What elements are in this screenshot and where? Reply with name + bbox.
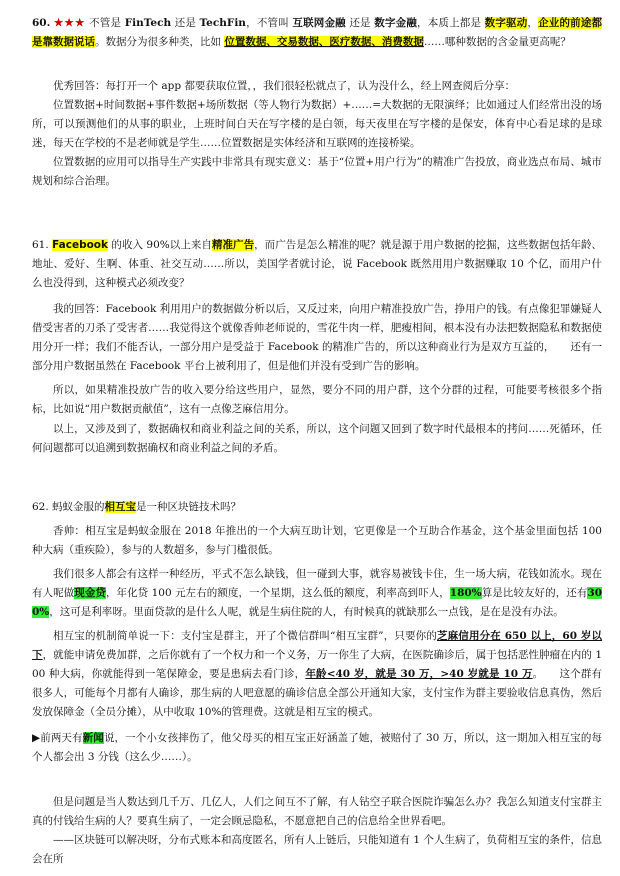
q60-answer-application: 位置数据的应用可以指导生产实践中非常具有现实意义：基于“位置+用户行为”的精准广告投放，商业选点布局、城市规划和综合治理。 bbox=[32, 156, 602, 187]
highlight-compete: 企业的前途都是靠数据说话 bbox=[32, 17, 603, 48]
q61-answer-main: 我的回答：Facebook 利用用户的数据做分析以后，又反过来，向用户精准投放广告，挣用户的钱。有点像犯罪嫌疑人借受害者的刀杀了受害者……我觉得这个就像香帅老师说的，雪花牛肉一样，肥瘦相间，根本没有办法把数据隐私和数据使用分开一样；我们不能否认，一部分用户是受益于 Facebook 的精准广告的，所以这种商业行为是双方互益的， 还有一部分用户数据虽然在 Facebook 平台上被利用了，但是他们并没有受到广告的影响。 bbox=[32, 303, 602, 372]
q61-question: 61. Facebook 的收入 90%以上来自精准广告，而广告是怎么精准的呢？就是源于用户数据的挖掘，这些数据包括年龄、地址、爱好、生啊、体重、社交互动……所以，美国学者就讨论，说 Facebook 既然用用户数据赚取 10 个亿，而用户什么也没得到，这种模式必须改变？ bbox=[32, 239, 603, 289]
age-payout-condition: 年龄<40 岁，就是 30 万，>40 岁就是 10 万 bbox=[305, 668, 533, 680]
q61-answer-conclusion: 以上，又涉及到了，数据确权和商业利益之间的关系，所以，这个问题又回到了数字时代最根本的拷问……死循环，任何问题都可以追溯到数据确权和商业利益之间的矛盾。 bbox=[32, 423, 602, 454]
q60-question: 60. ★★★ 不管是 FinTech 还是 TechFin，不管叫 互联网金融 还是 数字金融，本质上都是 数字驱动，企业的前途都是靠数据说话。数据分为很多种类，比如 位置数据、交易数据、医疗数据、消费数据……哪种数据的含金量更高呢？ bbox=[32, 17, 603, 48]
q62-answer-problem: 但是问题是当人数达到几千万、几亿人，人们之间互不了解，有人钻空子联合医院诈骗怎么办？我怎么知道支付宝群主真的付钱给生病的人？要真生病了，一定会顾忌隐私，不愿意把自己的信息给全世界看吧。 bbox=[32, 796, 602, 827]
q62-question: 62. 蚂蚁金服的相互宝是一种区块链技术吗？ bbox=[32, 501, 242, 513]
highlight-data-driven: 数字驱动 bbox=[484, 17, 528, 29]
highlight-data-types: 位置数据、交易数据、医疗数据、消费数据 bbox=[224, 36, 424, 48]
q62-answer-news: ▶前两天有新闻说，一个小女孩摔伤了，他父母买的相互宝正好涵盖了她，被赔付了 30 万，所以，这一期加入相互宝的每个人都会出 3 分钱（这么少……）。 bbox=[32, 732, 603, 763]
highlight-xianghubao: 相互宝 bbox=[104, 501, 137, 513]
q62-answer-blockchain: ——区块链可以解决呀，分布式账本和高度匿名，所有人上链后，只能知道有 1 个人生病了，负荷相互宝的条件，信息会在所 bbox=[32, 834, 602, 865]
q61-answer-grouping: 所以，如果精准投放广告的收入要分给这些用户，显然，要分不同的用户群，这个分群的过程，可能要考核很多个指标，比如说“用户数据贡献值”，这有一点像芝麻信用分。 bbox=[32, 384, 602, 415]
highlight-cash-loan: 现金贷 bbox=[74, 587, 106, 599]
star-rating-icon: ★★★ bbox=[53, 17, 86, 29]
q62-answer-intro: 香帅：相互宝是蚂蚁金服在 2018 年推出的一个大病互助计划，它更像是一个互助合作基金，这个基金里面包括 100 种大病（重疾险），参与的人数超多，参与门槛很低。 bbox=[32, 525, 602, 556]
q60-number: 60. bbox=[32, 17, 51, 29]
credit-condition: 芝麻信用分在 650 以上，60 岁以下 bbox=[32, 630, 602, 661]
highlight-rate-180: 180% bbox=[449, 587, 482, 599]
highlight-precise-ads: 精准广告 bbox=[211, 239, 255, 251]
q60-answer-body: 位置数据+时间数据+事件数据+场所数据（等人物行为数据）+……=大数据的无限演绎；比如通过人们经常出没的场所，可以预测他们的从事的职业，上班时间白天在写字楼的是白领，每天夜里在写字楼的是保安，体育中心看足球的是球迷，每天在学校的不是老师就是学生……位置数据是实体经济和互联网的连接桥梁。 bbox=[32, 99, 602, 149]
q62-answer-mechanism: 相互宝的机制简单说一下：支付宝是群主，开了个微信群叫“相互宝群”，只要你的芝麻信用分在 650 以上，60 岁以下，就能申请免费加群，之后你就有了一个权力和一个义务，万一你生了大病，在医院确诊后，属于包括恶性肿瘤在内的 100 种大病，你就能得到一笔保障金，要是患病去看门诊，年龄<40 岁，就是 30 万，>40 岁就是 10 万。 这个群有很多人，可能每个月都有人确诊，那生病的人吧意愿的确诊信息全部公开通知大家，支付宝作为群主要验收信息真伪，然后发放保障金（全员分摊），从中收取 10%的管理费。这就是相互宝的模式。 bbox=[32, 630, 603, 718]
highlight-news: 新闻 bbox=[82, 732, 104, 744]
q60-answer-intro: 优秀回答：每打开一个 app 都要获取位置，，我们很轻松就点了，认为没什么，经上网查阅后分享： bbox=[53, 80, 516, 92]
highlight-facebook: Facebook bbox=[52, 239, 109, 251]
highlight-rate-300: 300% bbox=[32, 587, 603, 618]
q62-answer-cashloan: 我们很多人都会有这样一种经历，平式不怎么缺钱，但一碰到大事，就容易被钱卡住，生一场大病，花钱如流水。现在有人呢做现金贷，年化贷 100 元左右的额度，一个星期，这么低的额度，利率高到吓人，180%算是比较友好的，还有300%，这可是利率呀。里面贷款的是什么人呢，就是生病住院的人，有时候真的就缺那么一点钱，是在是没有办法。 bbox=[32, 568, 603, 618]
